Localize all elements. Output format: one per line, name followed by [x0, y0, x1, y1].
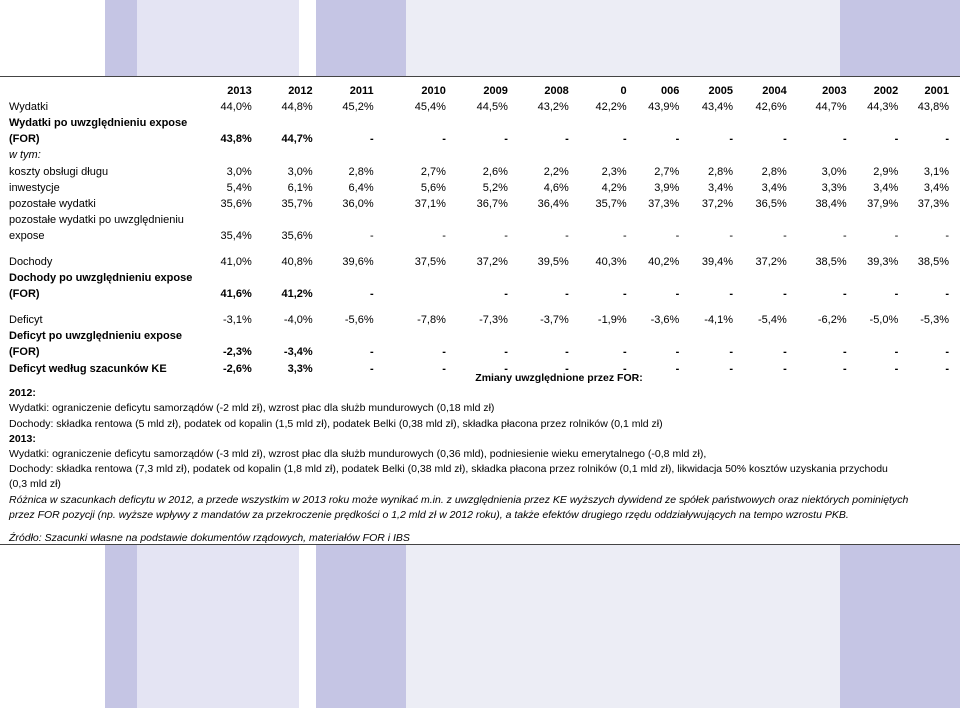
value-cell: -	[565, 288, 569, 301]
value-cell: -	[369, 362, 374, 375]
value-cell: -	[442, 133, 446, 146]
value-cell	[185, 147, 252, 163]
value-cell: -	[842, 288, 847, 301]
value-cell: 3,4%	[923, 181, 949, 194]
value-cell: 43,4%	[701, 101, 734, 114]
value-cell: -	[894, 346, 899, 359]
notes-year-2012: 2012:	[9, 387, 36, 400]
header-label-cell	[9, 83, 185, 99]
table-row	[9, 312, 949, 328]
value-cell: 43,8%	[917, 101, 949, 114]
value-cell	[374, 328, 446, 344]
value-cell	[898, 270, 949, 286]
notes-revenues-2013-cont: (0,3 mld zł)	[9, 478, 61, 491]
value-cell	[446, 328, 508, 344]
value-cell: -	[783, 229, 787, 242]
row-label: Dochody	[9, 255, 53, 268]
value-cell: 3,4%	[873, 181, 899, 194]
row-label: Wydatki po uwzględnieniu expose	[9, 117, 188, 130]
value-cell: 44,7%	[281, 133, 313, 146]
value-cell: 2,7%	[654, 165, 680, 178]
row-label: pozostałe wydatki	[9, 197, 96, 210]
value-cell: -	[504, 229, 508, 242]
value-cell: -	[504, 362, 508, 375]
value-cell	[313, 212, 374, 228]
value-cell	[446, 270, 508, 286]
value-cell: 36,7%	[476, 197, 508, 210]
table-row	[9, 270, 949, 286]
value-cell	[374, 270, 446, 286]
year-header: 2013	[227, 85, 252, 98]
value-cell: 35,7%	[281, 197, 313, 210]
value-cell: 37,5%	[414, 255, 446, 268]
value-cell	[847, 115, 899, 131]
value-cell: -	[729, 346, 734, 359]
notes-revenues-2012: Dochody: składka rentowa (5 mld zł), podatek od kopalin (1,5 mld zł), podatek Belki (0,38 mld zł), składka płacona przez rolników (0,1 mld zł)	[9, 417, 663, 430]
value-cell	[185, 270, 252, 286]
value-cell: 40,3%	[595, 255, 627, 268]
value-cell: 45,2%	[342, 101, 374, 114]
value-cell: 3,0%	[821, 165, 847, 178]
value-cell	[898, 147, 949, 163]
value-cell	[252, 115, 313, 131]
value-cell	[733, 115, 787, 131]
value-cell: -	[622, 288, 627, 301]
value-cell	[185, 212, 252, 228]
value-cell: -3,1%	[222, 314, 252, 327]
value-cell: 38,5%	[917, 255, 949, 268]
value-cell: 2,8%	[707, 165, 734, 178]
notes-difference-1: Różnica w szacunkach deficytu w 2012, a przede wszystkim w 2013 roku może wynikać m.in. z uwzględnienia przez KE wyższych dywidend ze spółek państwowych oraz niektórych pominiętych	[9, 493, 909, 506]
value-cell	[627, 115, 680, 131]
value-cell: 43,2%	[537, 101, 569, 114]
year-header: 2010	[421, 85, 446, 98]
year-header: 2003	[822, 85, 847, 98]
value-cell: 37,3%	[917, 197, 949, 210]
value-cell: 36,4%	[537, 197, 569, 210]
value-cell: -	[783, 133, 787, 146]
value-cell: -	[622, 362, 627, 375]
spacer-cell	[9, 244, 949, 254]
value-cell: 37,1%	[414, 197, 446, 210]
value-cell	[627, 147, 680, 163]
value-cell	[569, 212, 627, 228]
value-cell: 37,2%	[701, 197, 734, 210]
value-cell: -	[504, 346, 508, 359]
value-cell: -	[369, 288, 374, 301]
value-cell: -	[783, 362, 787, 375]
value-cell	[374, 212, 446, 228]
value-cell	[787, 147, 847, 163]
row-label: Deficyt według szacunków KE	[9, 362, 167, 375]
value-cell: 38,5%	[815, 255, 847, 268]
value-cell: 35,6%	[220, 197, 252, 210]
value-cell: -3,4%	[283, 346, 313, 359]
value-cell: -7,3%	[479, 314, 508, 327]
value-cell: 5,2%	[482, 181, 508, 194]
value-cell	[787, 115, 847, 131]
value-cell: 4,6%	[543, 181, 569, 194]
value-cell: 41,2%	[281, 288, 313, 301]
value-cell	[185, 115, 252, 131]
row-label: w tym:	[9, 149, 41, 162]
value-cell: -	[622, 346, 627, 359]
notes-header: Zmiany uwzględnione przez FOR:	[475, 372, 643, 384]
notes-revenues-2013: Dochody: składka rentowa (7,3 mld zł), podatek od kopalin (1,8 mld zł), podatek Belki (0,38 mld zł), składka płacona przez rolników (0,1 mld zł), likwidacja 50% kosztów uzyskania przychodu	[9, 463, 888, 476]
value-cell: -6,2%	[817, 314, 847, 327]
notes-expenses-2012: Wydatki: ograniczenie deficytu samorządów (-2 mld zł), wzrost płac dla służb mundurowych (0,18 mld zł)	[9, 402, 495, 415]
year-header: 2009	[483, 85, 508, 98]
value-cell: -	[783, 346, 787, 359]
value-cell: -	[675, 362, 680, 375]
value-cell: -4,1%	[704, 314, 734, 327]
value-cell: -	[783, 288, 787, 301]
table-row	[9, 180, 949, 196]
value-cell: -	[442, 362, 446, 375]
value-cell	[679, 147, 733, 163]
value-cell	[733, 212, 787, 228]
value-cell: 2,2%	[543, 165, 569, 178]
value-cell: -	[894, 229, 899, 242]
table-row	[9, 228, 949, 244]
value-cell: -	[842, 346, 847, 359]
value-cell: -5,3%	[920, 314, 949, 327]
notes-source: Źródło: Szacunki własne na podstawie dokumentów rządowych, materiałów FOR i IBS	[9, 532, 410, 545]
value-cell: -	[369, 229, 374, 242]
table-row	[9, 163, 949, 179]
value-cell: 2,9%	[873, 165, 899, 178]
row-label: (FOR)	[9, 133, 40, 146]
value-cell: -	[622, 133, 627, 146]
value-cell: -	[565, 229, 569, 242]
year-header: 2011	[349, 85, 374, 98]
row-label: Deficyt	[9, 314, 43, 327]
value-cell: 45,4%	[414, 101, 446, 114]
value-cell: -	[729, 362, 734, 375]
value-cell: -	[369, 133, 374, 146]
value-cell: -	[675, 133, 680, 146]
value-cell: -	[945, 346, 949, 359]
value-cell: 2,3%	[601, 165, 627, 178]
value-cell: -	[729, 133, 734, 146]
value-cell: 36,5%	[755, 197, 787, 210]
table-row	[9, 147, 949, 163]
year-header: 2012	[288, 85, 313, 98]
value-cell	[898, 212, 949, 228]
value-cell	[679, 212, 733, 228]
value-cell	[847, 270, 899, 286]
year-header: 2008	[544, 85, 569, 98]
value-cell	[787, 212, 847, 228]
value-cell: 2,8%	[348, 165, 374, 178]
table-row	[9, 196, 949, 212]
value-cell	[787, 270, 847, 286]
value-cell	[446, 147, 508, 163]
spreadsheet-panel	[0, 76, 960, 545]
row-label: koszty obsługi długu	[9, 165, 109, 178]
value-cell	[508, 147, 569, 163]
value-cell: -2,6%	[222, 362, 252, 375]
value-cell	[569, 115, 627, 131]
value-cell	[313, 115, 374, 131]
value-cell: -5,0%	[869, 314, 899, 327]
value-cell: 37,2%	[476, 255, 508, 268]
value-cell	[252, 270, 313, 286]
value-cell	[627, 270, 680, 286]
value-cell: -7,8%	[417, 314, 446, 327]
table-body	[9, 99, 949, 377]
table-row	[9, 244, 949, 254]
value-cell: -	[842, 229, 847, 242]
value-cell	[733, 328, 787, 344]
value-cell: -3,7%	[540, 314, 569, 327]
value-cell: 40,2%	[648, 255, 680, 268]
value-cell: 6,4%	[348, 181, 374, 194]
value-cell: 2,8%	[761, 165, 787, 178]
value-cell	[252, 328, 313, 344]
table-row	[9, 115, 949, 131]
value-cell	[787, 328, 847, 344]
value-cell	[508, 115, 569, 131]
value-cell	[374, 115, 446, 131]
year-header: 0	[620, 85, 627, 98]
value-cell	[313, 147, 374, 163]
value-cell: -	[442, 346, 446, 359]
value-cell: 35,7%	[595, 197, 627, 210]
value-cell	[847, 212, 899, 228]
year-header: 2002	[873, 85, 899, 98]
value-cell: -	[945, 229, 949, 242]
value-cell: 44,8%	[281, 101, 313, 114]
value-cell	[679, 328, 733, 344]
table-row	[9, 286, 949, 302]
table-row	[9, 328, 949, 344]
row-label: (FOR)	[9, 346, 40, 359]
value-cell: -	[622, 229, 627, 242]
notes-difference-2: przez FOR pozycji (np. wyższe wpływy z mandatów za przekroczenie prędkości o 1,2 mld zł w 2012 roku), a także efektów drugiego rzędu oddziaływujących na tempo wzrostu PKB.	[9, 508, 849, 521]
value-cell	[627, 212, 680, 228]
year-header: 2004	[762, 85, 787, 98]
value-cell	[733, 270, 787, 286]
value-cell: -	[894, 362, 899, 375]
notes-block	[9, 371, 949, 546]
value-cell: 37,3%	[648, 197, 680, 210]
value-cell: -3,6%	[650, 314, 680, 327]
value-cell: 39,3%	[867, 255, 899, 268]
value-cell	[508, 212, 569, 228]
table-row	[9, 302, 949, 312]
table-row	[9, 131, 949, 147]
value-cell: 3,0%	[287, 165, 313, 178]
value-cell: 35,6%	[281, 229, 313, 242]
value-cell: -	[729, 229, 734, 242]
value-cell: 4,2%	[601, 181, 627, 194]
value-cell	[569, 147, 627, 163]
value-cell	[733, 147, 787, 163]
value-cell: 38,4%	[815, 197, 847, 210]
value-cell: 43,8%	[220, 133, 252, 146]
value-cell: 3,4%	[707, 181, 734, 194]
value-cell: -	[945, 133, 949, 146]
table-row	[9, 254, 949, 270]
value-cell: -	[842, 133, 847, 146]
value-cell: 36,0%	[342, 197, 374, 210]
value-cell: -2,3%	[222, 346, 252, 359]
notes-expenses-2013: Wydatki: ograniczenie deficytu samorządów (-3 mld zł), wzrost płac dla służb mundurowych (0,36 mld), podniesienie wieku emerytalnego (-0,8 mld zł),	[9, 448, 707, 461]
value-cell	[627, 328, 680, 344]
value-cell: -	[442, 229, 446, 242]
value-cell: 40,8%	[281, 255, 313, 268]
value-cell: 42,2%	[595, 101, 627, 114]
value-cell	[446, 212, 508, 228]
year-header-row	[9, 83, 949, 99]
value-cell: -	[945, 288, 949, 301]
value-cell	[898, 115, 949, 131]
value-cell: -	[729, 288, 734, 301]
value-cell: -	[945, 362, 949, 375]
table-row	[9, 344, 949, 360]
value-cell: 3,3%	[287, 362, 313, 375]
year-header: 2005	[708, 85, 734, 98]
value-cell: 44,7%	[815, 101, 847, 114]
value-cell: 44,5%	[476, 101, 508, 114]
value-cell: 5,4%	[226, 181, 252, 194]
row-label: Wydatki	[9, 101, 49, 114]
value-cell	[252, 212, 313, 228]
value-cell: -	[504, 288, 508, 301]
value-cell: 2,6%	[482, 165, 508, 178]
value-cell	[185, 328, 252, 344]
value-cell: 39,6%	[342, 255, 374, 268]
row-label: inwestycje	[9, 181, 60, 194]
row-label: expose	[9, 229, 45, 242]
value-cell: 37,2%	[755, 255, 787, 268]
value-cell: 3,3%	[821, 181, 847, 194]
value-cell: 2,7%	[420, 165, 446, 178]
value-cell	[569, 270, 627, 286]
value-cell: -	[565, 362, 569, 375]
value-cell: -1,9%	[597, 314, 627, 327]
value-cell: -	[894, 288, 899, 301]
value-cell: -4,0%	[283, 314, 313, 327]
table-row	[9, 99, 949, 115]
spacer-cell	[9, 302, 949, 312]
value-cell	[569, 328, 627, 344]
value-cell: -5,4%	[757, 314, 787, 327]
value-cell: 6,1%	[287, 181, 313, 194]
value-cell: 3,9%	[654, 181, 680, 194]
value-cell: 44,0%	[220, 101, 252, 114]
value-cell: 3,0%	[226, 165, 252, 178]
value-cell: -	[675, 346, 680, 359]
value-cell: 44,3%	[867, 101, 899, 114]
value-cell	[313, 270, 374, 286]
value-cell: -	[565, 346, 569, 359]
value-cell: -	[504, 133, 508, 146]
value-cell: 39,4%	[701, 255, 734, 268]
value-cell: -5,6%	[344, 314, 374, 327]
value-cell: -	[565, 133, 569, 146]
value-cell	[446, 115, 508, 131]
value-cell	[679, 115, 733, 131]
value-cell: 37,9%	[867, 197, 899, 210]
value-cell: 43,9%	[648, 101, 680, 114]
value-cell	[847, 147, 899, 163]
value-cell: -	[369, 346, 374, 359]
value-cell	[313, 328, 374, 344]
value-cell: -	[894, 133, 899, 146]
value-cell: -	[675, 229, 680, 242]
value-cell	[252, 147, 313, 163]
value-cell: 42,6%	[755, 101, 787, 114]
value-cell: -	[842, 362, 847, 375]
value-cell: 5,6%	[420, 181, 446, 194]
value-cell	[508, 270, 569, 286]
value-cell: 41,0%	[220, 255, 252, 268]
value-cell	[898, 328, 949, 344]
value-cell: 3,4%	[761, 181, 787, 194]
row-label: pozostałe wydatki po uwzględnieniu	[9, 213, 184, 226]
value-cell: 3,1%	[923, 165, 949, 178]
value-cell: 39,5%	[537, 255, 569, 268]
table-row	[9, 212, 949, 228]
value-cell	[374, 286, 446, 302]
notes-year-2013: 2013:	[9, 432, 36, 445]
value-cell	[679, 270, 733, 286]
value-cell	[508, 328, 569, 344]
value-cell: 41,6%	[220, 288, 252, 301]
fiscal-table	[9, 83, 949, 377]
row-label: Deficyt po uwzględnieniu expose	[9, 330, 182, 343]
year-header: 006	[660, 85, 680, 98]
value-cell: 35,4%	[220, 229, 252, 242]
value-cell	[847, 328, 899, 344]
value-cell: -	[675, 288, 680, 301]
row-label: Dochody po uwzględnieniu expose	[9, 272, 193, 285]
value-cell	[374, 147, 446, 163]
year-header: 2001	[924, 85, 949, 98]
row-label: (FOR)	[9, 288, 40, 301]
